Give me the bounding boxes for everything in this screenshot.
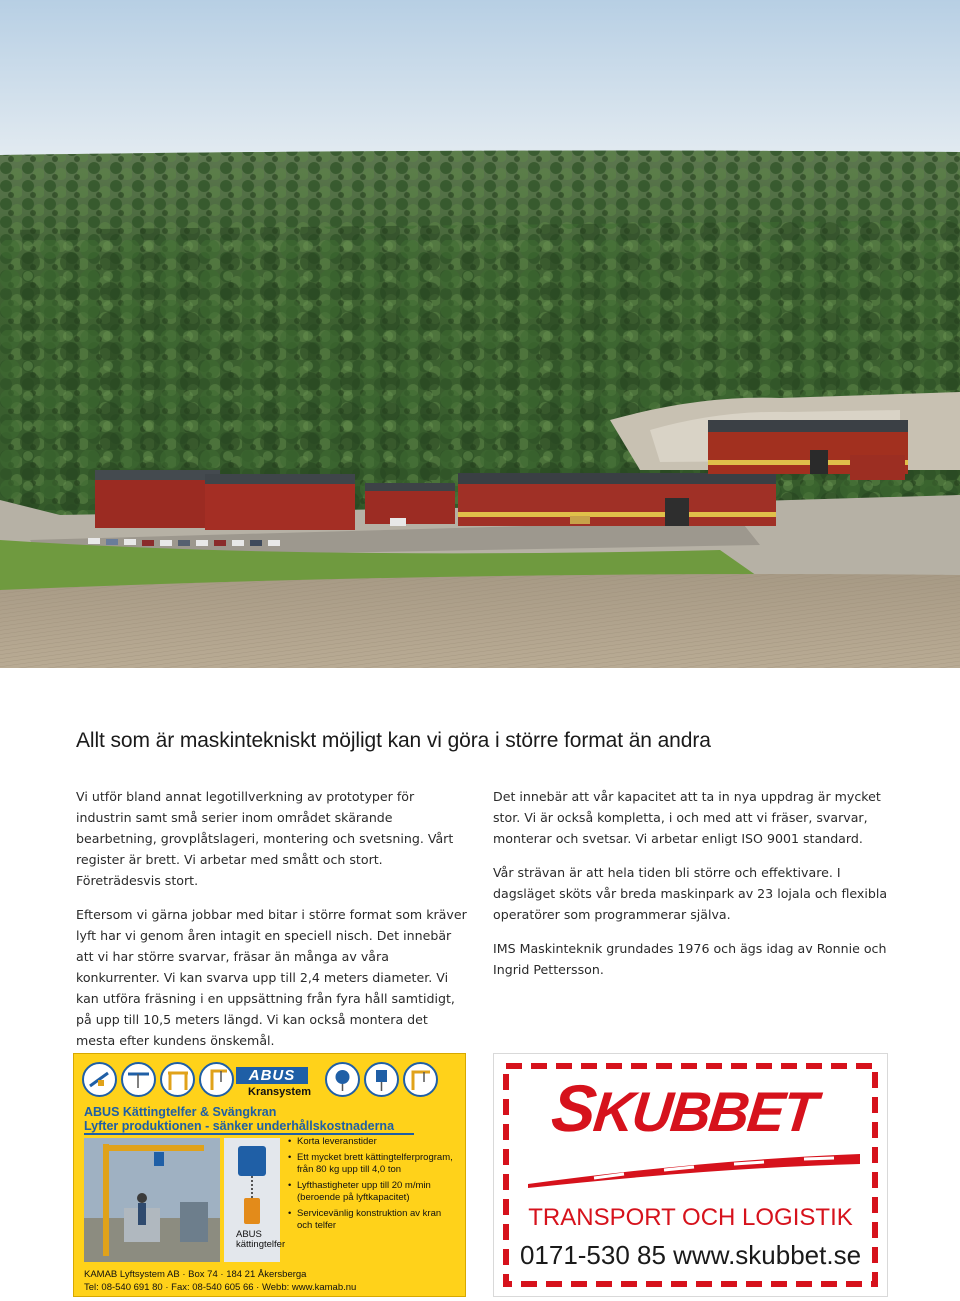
skubbet-logo: SKUBBET [548,1071,819,1145]
article-right-column [493,786,888,993]
abus-image-caption: ABUS kättingtelfer [236,1229,286,1250]
article-paragraph: Eftersom vi gärna jobbar med bitar i större format som kräver lyft har vi genom åren intagit en speciell nisch. Det innebär att vi har större svarvar, fräsar än många av våra konkurrenter. Vi kan svarva upp till 2,4 meters diameter. Vi kan utföra fräsning i en uppsättning från fyra håll samtidigt, på upp till 10,5 meters längd. Vi kan också montera det mesta efter kundens önskemål. [76,907,467,1048]
abus-feature-list [288,1136,458,1236]
abus-logo: ABUS [236,1067,308,1084]
skubbet-contact: 0171-530 85 www.skubbet.se [519,1240,862,1270]
road-stripes [524,1150,864,1190]
article-headline: Allt som är maskintekniskt möjligt kan vi göra i större format än andra [76,729,711,752]
abus-subtitle: Kransystem [248,1086,311,1098]
article-paragraph: Det innebär att vår kapacitet att ta in nya uppdrag är mycket stor. Vi är också kompletta, i och med att vi fräser, svarvar, monterar och svetsar. Vi arbetar enligt ISO 9001 standard. [493,789,881,846]
skubbet-advertisement [493,1053,888,1297]
crane-icon [82,1062,117,1097]
abus-address: KAMAB Lyftsystem AB · Box 74 · 184 21 Åkersberga [84,1269,307,1280]
skubbet-tagline: TRANSPORT OCH LOGISTIK [528,1204,853,1231]
abus-divider [84,1133,414,1135]
abus-contact: Tel: 08-540 691 80 · Fax: 08-540 605 66 · Webb: www.kamab.nu [84,1282,357,1293]
hoist-icon [325,1062,360,1097]
abus-advertisement [73,1053,466,1297]
crane-icon [121,1062,156,1097]
crane-icon [403,1062,438,1097]
abus-subheadline: Lyfter produktionen - sänker underhållskostnaderna [84,1119,395,1133]
article-paragraph: Vår strävan är att hela tiden bli större och effektivare. I dagsläget sköts vår breda maskinpark av 23 lojala och flexibla operatörer som programmerar själva. [493,865,888,922]
crane-icon [199,1062,234,1097]
list-item: • Korta leveranstider [288,1136,458,1148]
list-item: • Servicevänlig konstruktion av kran och telfer [288,1208,458,1232]
crane-icon [160,1062,195,1097]
abus-workshop-photo [84,1138,220,1262]
article-left-column [76,786,468,1064]
hoist-icon [364,1062,399,1097]
list-item: • Lyfthastigheter upp till 20 m/min (beroende på lyftkapacitet) [288,1180,458,1204]
article-paragraph: IMS Maskinteknik grundades 1976 och ägs idag av Ronnie och Ingrid Pettersson. [493,941,887,977]
abus-headline: ABUS Kättingtelfer & Svängkran [84,1105,277,1119]
article-paragraph: Vi utför bland annat legotillverkning av prototyper för industrin samt små serier inom området skärande bearbetning, grovplåtslageri, montering och svetsning. Vårt register är brett. Vi arbetar med smått och stort. Företrädesvis stort. [76,789,454,888]
list-item: • Ett mycket brett kättingtelferprogram, från 80 kg upp till 4,0 ton [288,1152,458,1176]
